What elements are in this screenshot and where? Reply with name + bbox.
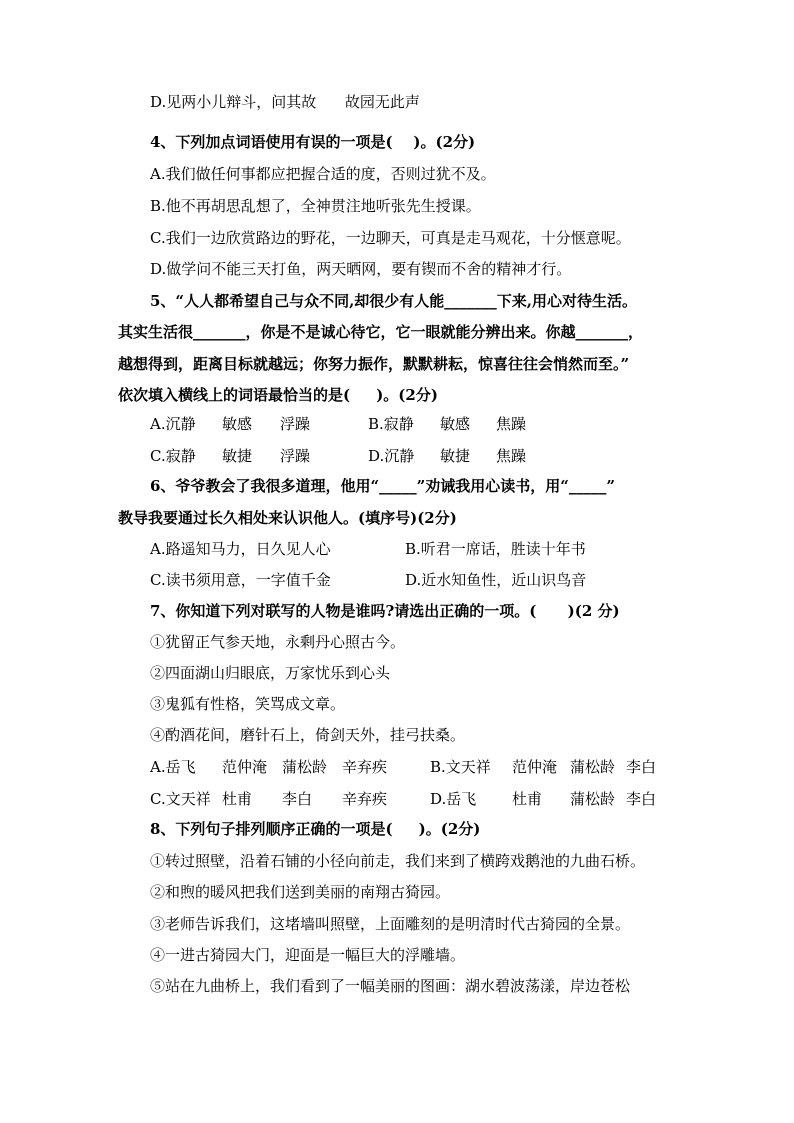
q4-option-b: B.他不再胡思乱想了，全神贯注地听张先生授课。: [150, 197, 481, 215]
q7-item-3: ③鬼狐有性格，笑骂成文章。: [150, 695, 346, 713]
q8-stem: 8、下列句子排列顺序正确的一项是( )。(2分): [150, 820, 481, 838]
q5-stem-line-3: 越想得到，距离目标就越远；你努力振作，默默耕耘，惊喜往往会悄然而至。”: [118, 355, 630, 373]
q5-b-3: 焦躁: [496, 415, 527, 433]
q7-b-2: 范仲淹: [512, 758, 558, 776]
q8-item-1: ①转过照壁，沿着石铺的小径向前走，我们来到了横跨戏鹅池的九曲石桥。: [150, 852, 646, 870]
q5-stem-line-4: 依次填入横线上的词语最恰当的是( )。(2分): [118, 386, 438, 404]
q4-option-c: C.我们一边欣赏路边的野花，一边聊天，可真是走马观花，十分惬意呢。: [150, 229, 631, 247]
q4-option-d: D.做学问不能三天打鱼，两天晒网，要有锲而不舍的精神才行。: [150, 260, 572, 278]
q5-a-2: 敏感: [222, 415, 253, 433]
q6-option-b: B.听君一席话，胜读十年书: [405, 540, 586, 558]
q7-c-1: C.文天祥: [150, 790, 211, 808]
q6-stem-line-1: 6、爷爷教会了我很多道理，他用“_____”劝诫我用心读书，用“_____”: [150, 477, 615, 495]
q8-item-2: ②和煦的暖风把我们送到美丽的南翔古猗园。: [150, 883, 451, 901]
q6-options-row-1: [150, 539, 650, 559]
q7-a-1: A.岳飞: [150, 758, 196, 776]
q7-a-4: 辛弃疾: [342, 758, 388, 776]
q8-item-3: ③老师告诉我们，这堵墙叫照壁，上面雕刻的是明清时代古猗园的全景。: [150, 915, 631, 933]
q7-a-3: 蒲松龄: [282, 758, 328, 776]
q7-b-1: B.文天祥: [430, 758, 491, 776]
q7-options-row-1: [150, 757, 670, 777]
q3-option-d: D.见两小儿辩斗，问其故 故园无此声: [150, 93, 420, 111]
q7-item-4: ④酌酒花间，磨针石上，倚剑天外，挂弓扶桑。: [150, 726, 466, 744]
q7-b-4: 李白: [626, 758, 657, 776]
q6-option-c: C.读书须用意，一字值千金: [150, 571, 331, 589]
q5-a-3: 浮躁: [280, 415, 311, 433]
q5-a-1: A.沉静: [150, 415, 196, 433]
q7-d-4: 李白: [626, 790, 657, 808]
q7-d-2: 杜甫: [512, 790, 543, 808]
q4-stem: 4、下列加点词语使用有误的一项是( )。(2分): [150, 133, 476, 151]
q6-option-d: D.近水知鱼性，近山识鸟音: [405, 571, 587, 589]
q7-d-3: 蒲松龄: [570, 790, 616, 808]
q6-stem-line-2: 教导我要通过长久相处来认识他人。(填序号)(2分): [118, 509, 457, 527]
q5-c-2: 敏捷: [222, 447, 253, 465]
q5-stem-line-1: 5、“人人都希望自己与众不同,却很少有人能_______下来,用心对待生活。: [150, 292, 638, 310]
q5-options-row-2: [150, 446, 570, 466]
q5-c-3: 浮躁: [280, 447, 311, 465]
q5-d-2: 敏捷: [440, 447, 471, 465]
q7-c-2: 杜甫: [222, 790, 253, 808]
q5-d-3: 焦躁: [496, 447, 527, 465]
q6-options-row-2: [150, 570, 650, 590]
q5-b-1: B.寂静: [368, 415, 414, 433]
q6-option-a: A.路遥知马力，日久见人心: [150, 540, 331, 558]
q7-item-2: ②四面湖山归眼底，万家忧乐到心头: [150, 664, 391, 682]
q5-options-row-1: [150, 414, 570, 434]
q5-stem-line-2: 其实生活很_______，你是不是诚心待它，它一眼就能分辨出来。你越_______，: [118, 323, 644, 341]
q8-item-5: ⑤站在九曲桥上，我们看到了一幅美丽的图画：湖水碧波荡漾，岸边苍松: [150, 977, 631, 995]
q5-d-1: D.沉静: [368, 447, 415, 465]
q8-item-4: ④一进古猗园大门，迎面是一幅巨大的浮雕墙。: [150, 946, 466, 964]
q7-item-1: ①犹留正气参天地，永剩丹心照古今。: [150, 633, 406, 651]
q7-b-3: 蒲松龄: [570, 758, 616, 776]
q7-options-row-2: [150, 789, 670, 809]
q7-d-1: D.岳飞: [430, 790, 477, 808]
q4-option-a: A.我们做任何事都应把握合适的度，否则过犹不及。: [150, 165, 496, 183]
q5-c-1: C.寂静: [150, 447, 196, 465]
q7-c-4: 辛弃疾: [342, 790, 388, 808]
q7-a-2: 范仲淹: [222, 758, 268, 776]
q7-stem: 7、你知道下列对联写的人物是谁吗?请选出正确的一项。( )(2 分): [150, 602, 620, 620]
q7-c-3: 李白: [282, 790, 313, 808]
q5-b-2: 敏感: [440, 415, 471, 433]
